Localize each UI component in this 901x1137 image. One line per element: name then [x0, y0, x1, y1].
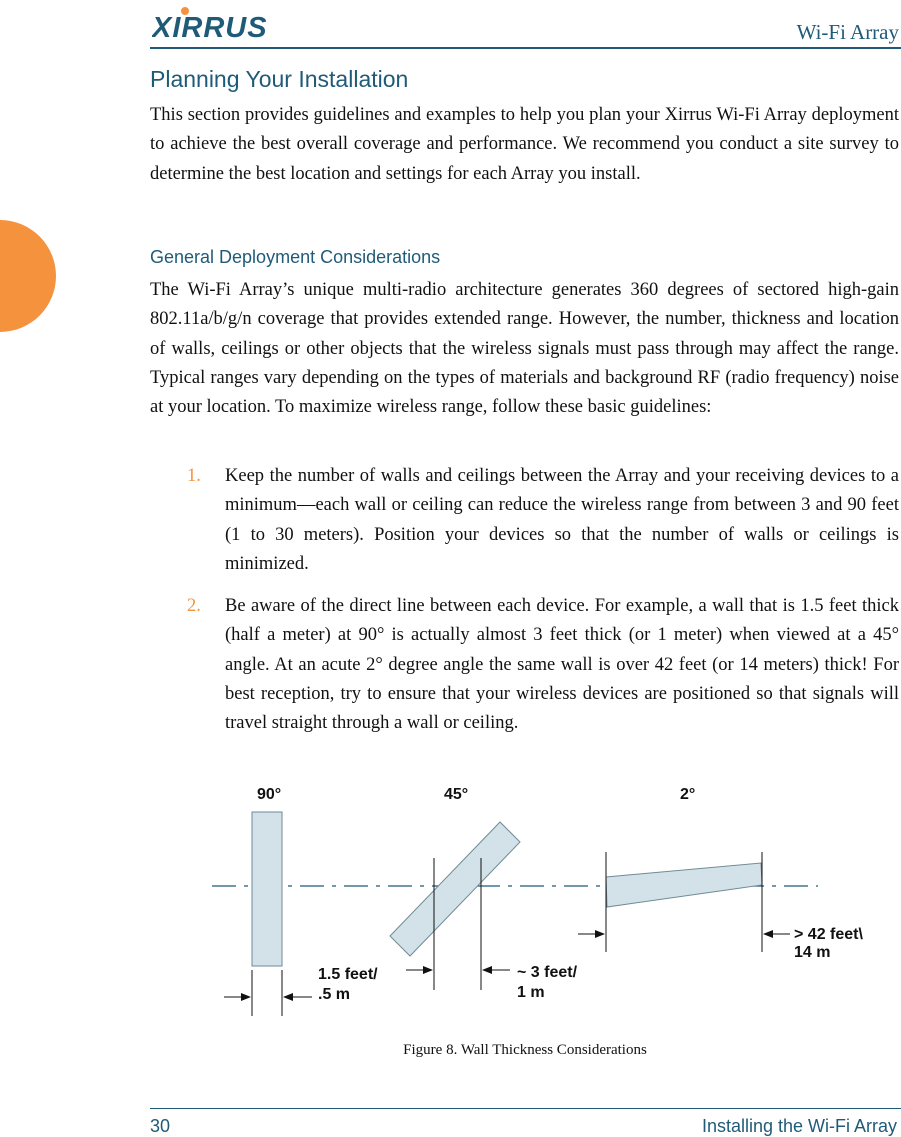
intro-paragraph: This section provides guidelines and examples to help you plan your Xirrus Wi-Fi Array deployment to achieve the best overall coverage and performance. We recommend you conduct a site survey to determine the best location and settings for each Array you install.: [150, 105, 899, 184]
footer-chapter-title: Installing the Wi-Fi Array: [701, 1116, 897, 1136]
header-divider: [150, 47, 901, 49]
page-number: 30: [150, 1116, 171, 1136]
angle-label-2: 2°: [680, 786, 696, 803]
section-title: Planning Your Installation: [150, 66, 409, 92]
thickness-label-90-metric: .5 m: [318, 986, 351, 1003]
chapter-tab: [0, 220, 56, 332]
thickness-label-2-metric: 14 m: [794, 944, 831, 961]
footer-divider: [150, 1108, 901, 1109]
wall-2: [606, 863, 762, 907]
wall-45: [390, 822, 520, 956]
list-item-text: Keep the number of walls and ceilings between the Array and your receiving devices to a minimum—each wall or ceiling can reduce the wireless range from between 3 and 90 feet (1 to 30 meters). Position your devices so that the number of walls or ceilings is minimized.: [225, 466, 899, 574]
list-item-number: 1.: [187, 466, 201, 486]
thickness-label-45-metric: 1 m: [517, 984, 545, 1001]
thickness-label-2: > 42 feet\: [794, 926, 863, 943]
wall-thickness-figure: [150, 776, 900, 1026]
angle-label-45: 45°: [444, 786, 469, 803]
subsection-title: General Deployment Considerations: [150, 247, 441, 267]
angle-label-90: 90°: [257, 786, 282, 803]
thickness-label-45: ~ 3 feet/: [517, 964, 578, 981]
considerations-paragraph: The Wi-Fi Array’s unique multi-radio architecture generates 360 degrees of sectored high-gain 802.11a/b/g/n coverage that provides extended range. However, the number, thickness and location of walls, ceilings or other objects that the wireless signals must pass through may affect the range. Typical ranges vary depending on the types of materials and background RF (radio frequency) noise at your location. To maximize wireless range, follow these basic guidelines:: [150, 280, 899, 418]
xirrus-logo: [152, 6, 304, 40]
thickness-label-90: 1.5 feet/: [318, 966, 378, 983]
figure-caption: Figure 8. Wall Thickness Considerations: [403, 1042, 647, 1058]
header-title: Wi-Fi Array: [796, 20, 899, 44]
list-item-text: Be aware of the direct line between each device. For example, a wall that is 1.5 feet thick (half a meter) at 90° is actually almost 3 feet thick (or 1 meter) when viewed at a 45° angle. At an acute 2° degree angle the same wall is over 42 feet (or 14 meters) thick! For best reception, try to ensure that your wireless devices are positioned so that signals will travel straight through a wall or ceiling.: [225, 596, 899, 734]
wall-90: [252, 812, 282, 966]
brand-wordmark: XIRRUS: [152, 12, 268, 40]
list-item-number: 2.: [187, 596, 201, 616]
